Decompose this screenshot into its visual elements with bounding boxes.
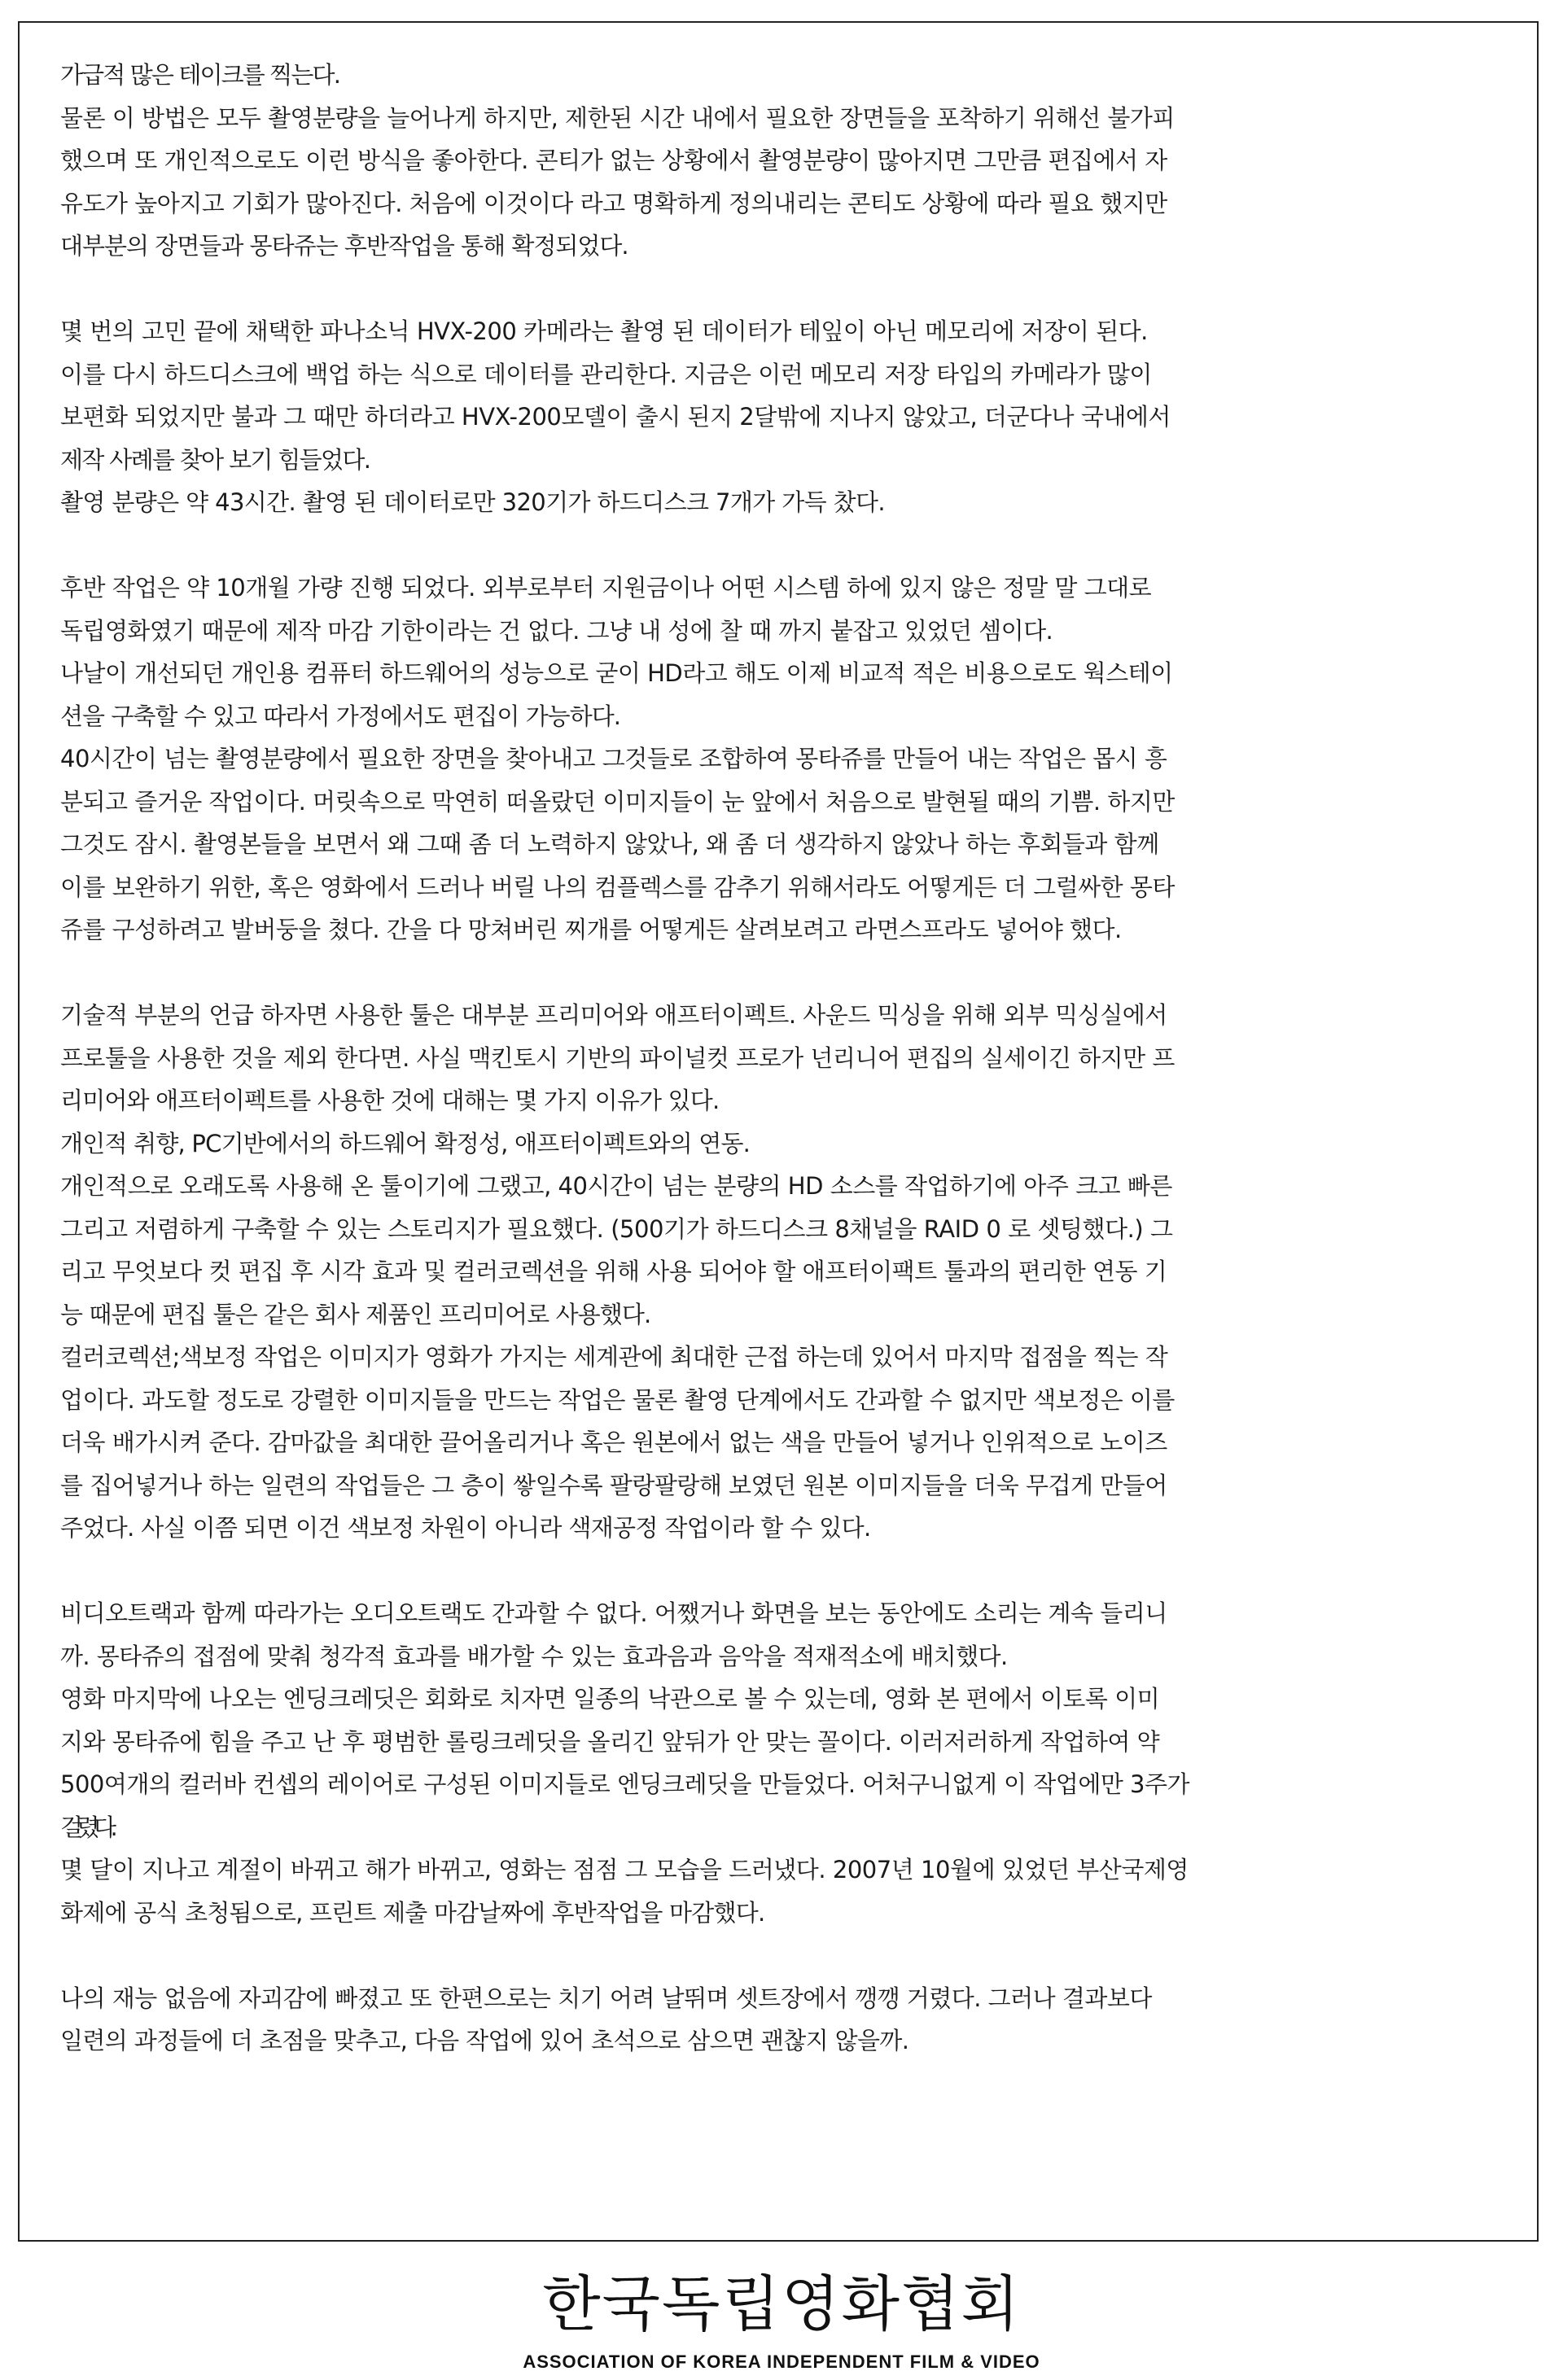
page-border-frame <box>18 21 1539 2242</box>
organization-name-english: ASSOCIATION OF KOREA INDEPENDENT FILM & VIDEO <box>523 2352 1040 2372</box>
text-line: 기술적 부분의 언급 하자면 사용한 툴은 대부분 프리미어와 애프터이펙트. 사운드 믹싱을 위해 외부 믹싱실에서 <box>60 1001 1167 1029</box>
text-line: 를 집어넣거나 하는 일련의 작업들은 그 층이 쌓일수록 팔랑팔랑해 보였던 원본 이미지들을 더욱 무겁게 만들어 <box>60 1471 1167 1499</box>
text-line: 500여개의 컬러바 컨셉의 레이어로 구성된 이미지들로 엔딩크레딧을 만들었다. 어처구니없게 이 작업에만 3주가 <box>60 1770 1190 1798</box>
text-line: 션을 구축할 수 있고 따라서 가정에서도 편집이 가능하다. <box>60 702 621 730</box>
text-line: 그것도 잠시. 촬영본들을 보면서 왜 그때 좀 더 노력하지 않았나, 왜 좀 더 생각하지 않았나 하는 후회들과 함께 <box>60 830 1159 858</box>
text-line: 이를 보완하기 위한, 혹은 영화에서 드러나 버릴 나의 컴플렉스를 감추기 위해서라도 어떻게든 더 그럴싸한 몽타 <box>60 873 1175 901</box>
text-line: 나날이 개선되던 개인용 컴퓨터 하드웨어의 성능으로 굳이 HD라고 해도 이제 비교적 적은 비용으로도 웍스테이 <box>60 659 1173 687</box>
paragraph <box>60 310 1526 524</box>
text-line: 주었다. 사실 이쯤 되면 이건 색보정 차원이 아니라 색재공정 작업이라 할 수 있다. <box>60 1514 871 1542</box>
text-line: 이를 다시 하드디스크에 백업 하는 식으로 데이터를 관리한다. 지금은 이런 메모리 저장 타입의 카메라가 많이 <box>60 360 1152 388</box>
text-line: 몇 달이 지나고 계절이 바뀌고 해가 바뀌고, 영화는 점점 그 모습을 드러냈다. 2007년 10월에 있었던 부산국제영 <box>60 1856 1189 1883</box>
paragraph <box>60 1977 1526 2063</box>
text-line: 능 때문에 편집 툴은 같은 회사 제품인 프리미어로 사용했다. <box>60 1300 651 1328</box>
text-line: 일련의 과정들에 더 초점을 맞추고, 다음 작업에 있어 초석으로 삼으면 괜찮지 않을까. <box>60 2027 909 2054</box>
text-line: 더욱 배가시켜 준다. 감마값을 최대한 끌어올리거나 혹은 원본에서 없는 색을 만들어 넣거나 인위적으로 노이즈 <box>60 1428 1167 1456</box>
paragraph <box>60 1592 1526 1934</box>
text-line: 걸렸다. <box>60 1813 112 1841</box>
text-line: 컬러코렉션;색보정 작업은 이미지가 영화가 가지는 세계관에 최대한 근접 하는데 있어서 마지막 접점을 찍는 작 <box>60 1343 1168 1371</box>
text-line: 유도가 높아지고 기회가 많아진다. 처음에 이것이다 라고 명확하게 정의내리는 콘티도 상황에 따라 필요 했지만 <box>60 189 1167 217</box>
text-line: 프로툴을 사용한 것을 제외 한다면. 사실 맥킨토시 기반의 파이널컷 프로가 넌리니어 편집의 실세이긴 하지만 프 <box>60 1043 1175 1072</box>
text-line: 독립영화였기 때문에 제작 마감 기한이라는 건 없다. 그냥 내 성에 찰 때 까지 붙잡고 있었던 셈이다. <box>60 616 1053 645</box>
text-line: 리고 무엇보다 컷 편집 후 시각 효과 및 컬러코렉션을 위해 사용 되어야 할 애프터이팩트 툴과의 편리한 연동 기 <box>60 1258 1167 1285</box>
text-line: 했으며 또 개인적으로도 이런 방식을 좋아한다. 콘티가 없는 상황에서 촬영분량이 많아지면 그만큼 편집에서 자 <box>60 147 1167 174</box>
text-line: 몇 번의 고민 끝에 채택한 파나소닉 HVX-200 카메라는 촬영 된 데이터가 테잎이 아닌 메모리에 저장이 된다. <box>60 317 1148 345</box>
document-body <box>60 54 1526 2105</box>
paragraph <box>60 994 1526 1550</box>
organization-logo-korean: 한국독립영화협회 <box>542 2269 1021 2339</box>
text-line: 화제에 공식 초청됨으로, 프린트 제출 마감날짜에 후반작업을 마감했다. <box>60 1898 765 1927</box>
text-line: 분되고 즐거운 작업이다. 머릿속으로 막연히 떠올랐던 이미지들이 눈 앞에서 처음으로 발현될 때의 기쁨. 하지만 <box>60 787 1175 816</box>
text-line: 개인적으로 오래도록 사용해 온 툴이기에 그랬고, 40시간이 넘는 분량의 HD 소스를 작업하기에 아주 크고 빠른 <box>60 1172 1172 1200</box>
text-line: 대부분의 장면들과 몽타쥬는 후반작업을 통해 확정되었다. <box>60 232 628 260</box>
text-line: 리미어와 애프터이펙트를 사용한 것에 대해는 몇 가지 이유가 있다. <box>60 1087 720 1114</box>
text-line: 물론 이 방법은 모두 촬영분량을 늘어나게 하지만, 제한된 시간 내에서 필요한 장면들을 포착하기 위해선 불가피 <box>60 103 1175 132</box>
text-line: 나의 재능 없음에 자괴감에 빠졌고 또 한편으로는 치기 어려 날뛰며 셋트장에서 깽깽 거렸다. 그러나 결과보다 <box>60 1984 1152 2012</box>
paragraph <box>60 54 1526 268</box>
text-line: 보편화 되었지만 불과 그 때만 하더라고 HVX-200모델이 출시 된지 2달밖에 지나지 않았고, 더군다나 국내에서 <box>60 403 1171 431</box>
text-line: 가급적 많은 테이크를 찍는다. <box>60 61 340 89</box>
text-line: 지와 몽타쥬에 힘을 주고 난 후 평범한 롤링크레딧을 올리긴 앞뒤가 안 맞는 꼴이다. 이러저러하게 작업하여 약 <box>60 1727 1160 1756</box>
text-line: 비디오트랙과 함께 따라가는 오디오트랙도 간과할 수 없다. 어쨌거나 화면을 보는 동안에도 소리는 계속 들리니 <box>60 1599 1167 1627</box>
text-line: 업이다. 과도할 정도로 강렬한 이미지들을 만드는 작업은 물론 촬영 단계에서도 간과할 수 없지만 색보정은 이를 <box>60 1385 1175 1414</box>
text-line: 쥬를 구성하려고 발버둥을 쳤다. 간을 다 망쳐버린 찌개를 어떻게든 살려보려고 라면스프라도 넣어야 했다. <box>60 916 1122 943</box>
text-line: 제작 사례를 찾아 보기 힘들었다. <box>60 445 370 474</box>
text-line: 후반 작업은 약 10개월 가량 진행 되었다. 외부로부터 지원금이나 어떤 시스템 하에 있지 않은 정말 말 그대로 <box>60 574 1152 602</box>
text-line: 40시간이 넘는 촬영분량에서 필요한 장면을 찾아내고 그것들로 조합하여 몽타쥬를 만들어 내는 작업은 몹시 흥 <box>60 745 1167 772</box>
text-line: 개인적 취향, PC기반에서의 하드웨어 확정성, 애프터이펙트와의 연동. <box>60 1129 751 1157</box>
text-line: 영화 마지막에 나오는 엔딩크레딧은 회화로 치자면 일종의 낙관으로 볼 수 있는데, 영화 본 편에서 이토록 이미 <box>60 1685 1160 1713</box>
paragraph <box>60 567 1526 952</box>
text-line: 촬영 분량은 약 43시간. 촬영 된 데이터로만 320기가 하드디스크 7개가 가득 찼다. <box>60 488 885 516</box>
text-line: 까. 몽타쥬의 접점에 맞춰 청각적 효과를 배가할 수 있는 효과음과 음악을 적재적소에 배치했다. <box>60 1642 1008 1670</box>
text-line: 그리고 저렴하게 구축할 수 있는 스토리지가 필요했다. (500기가 하드디스크 8채널을 RAID 0 로 셋팅했다.) 그 <box>60 1214 1173 1243</box>
